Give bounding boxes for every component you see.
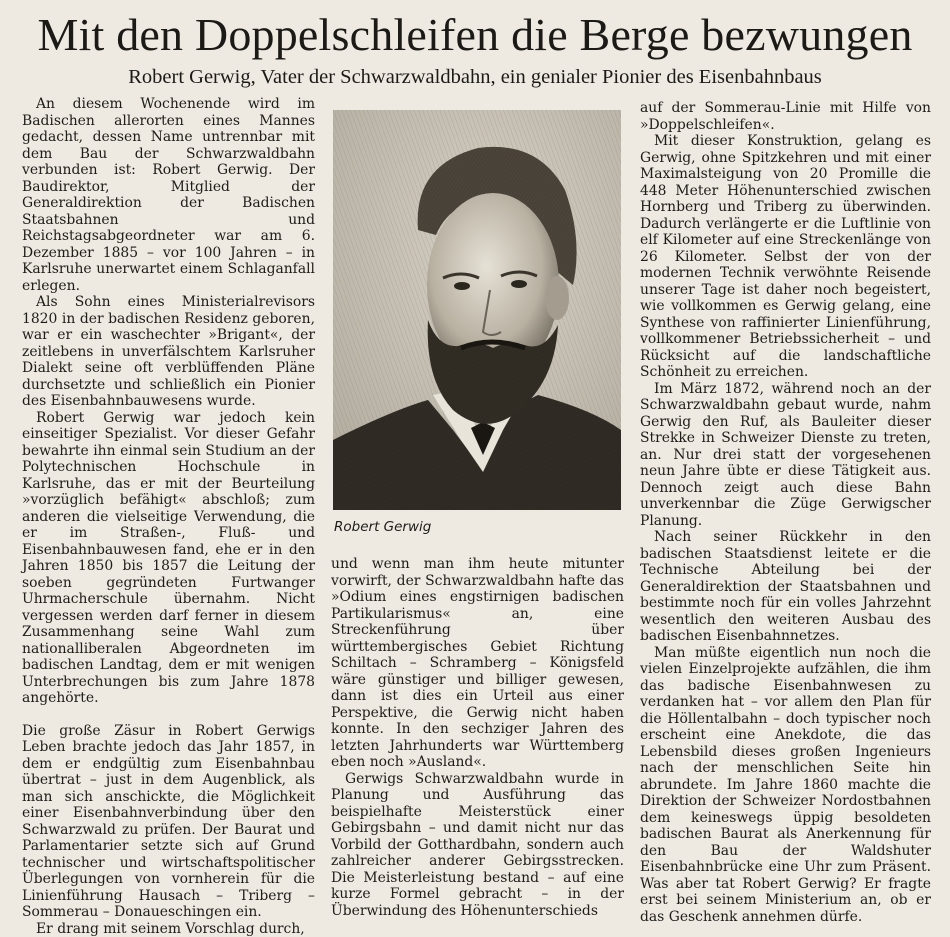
subheadline: Robert Gerwig, Vater der Schwarzwaldbahn, ein genialer Pionier des Eisenbahnbaus bbox=[0, 64, 950, 90]
headline: Mit den Doppelschleifen die Berge bezwungen bbox=[0, 10, 950, 60]
article-column-1 bbox=[22, 96, 315, 937]
paragraph: auf der Sommerau-Linie mit Hilfe von »Doppelschleifen«. bbox=[640, 100, 931, 133]
paragraph: An diesem Wochenende wird im Badischen allerorten eines Mannes gedacht, dessen Name untrennbar mit dem Bau der Schwarzwaldbahn verbunden ist: Robert Gerwig. Der Baudirektor, Mitglied der Generaldirektion der Badischen Staatsbahnen und Reichstagsabgeordneter war am 6. Dezember 1885 – vor 100 Jahren – in Karlsruhe unerwartet einem Schlaganfall erlegen. bbox=[22, 96, 315, 294]
paragraph: Man müßte eigentlich nun noch die vielen Einzelprojekte aufzählen, die ihm das badische Eisenbahnwesen zu verdanken hat – vor allem den Plan für die Höllentalbahn – doch typischer noch erscheint eine Anekdote, die das Lebensbild dieses großen Ingenieurs nach der menschlichen Seite hin abrundete. Im Jahre 1860 machte die Direktion der Schweizer Nordostbahnen dem keineswegs üppig besoldeten badischen Baurat als Anerkennung für den Bau der Waldshuter Eisenbahnbrücke eine Uhr zum Präsent. Was aber tat Robert Gerwig? Er fragte erst bei seinem Ministerium an, ob er das Geschenk annehmen dürfe. bbox=[640, 645, 931, 926]
paragraph: und wenn man ihm heute mitunter vorwirft, der Schwarzwaldbahn hafte das »Odium eines engstirnigen badischen Partikularismus« an, eine Streckenführung über württembergisches Gebiet Richtung Schiltach – Schramberg – Königsfeld wäre günstiger und billiger gewesen, dann ist dies ein Urteil aus einer Perspektive, die Gerwig nicht haben konnte. In den sechziger Jahren des letzten Jahrhunderts war Württemberg eben noch »Ausland«. bbox=[331, 556, 624, 771]
portrait-photo bbox=[333, 110, 621, 510]
paragraph: Nach seiner Rückkehr in den badischen Staatsdienst leitete er die Technische Abteilung bei der Generaldirektion der Staatsbahnen und bestimmte noch für ein volles Jahrzehnt wesentlich den weiteren Ausbau des badischen Eisenbahnnetzes. bbox=[640, 529, 931, 645]
paragraph: Gerwigs Schwarzwaldbahn wurde in Planung und Ausführung das beispielhafte Meisterstück einer Gebirgsbahn – und damit nicht nur das Vorbild der Gotthardbahn, sondern auch zahlreicher anderer Gebirgsstrecken. Die Meisterleistung bestand – auf eine kurze Formel gebracht – in der Überwindung des Höhenunterschieds bbox=[331, 771, 624, 920]
photo-caption: Robert Gerwig bbox=[334, 518, 622, 536]
article-column-2 bbox=[331, 556, 624, 919]
paragraph: Er drang mit seinem Vorschlag durch, bbox=[22, 921, 315, 937]
paragraph: Im März 1872, während noch an der Schwarzwaldbahn gebaut wurde, nahm Gerwig den Ruf, als Bauleiter dieser Strekke in Schweizer Dienste zu treten, an. Nur drei statt der vorgesehenen neun Jahre übte er diese Tätigkeit aus. Dennoch zeigt auch diese Bahn unverkennbar die Züge Gerwigscher Planung. bbox=[640, 381, 931, 530]
paragraph: Mit dieser Konstruktion, gelang es Gerwig, ohne Spitzkehren und mit einer Maximalsteigung von 20 Promille die 448 Meter Höhenunterschied zwischen Hornberg und Triberg zu überwinden. Dadurch verlängerte er die Luftlinie von elf Kilometer auf eine Streckenlänge von 26 Kilometer. Selbst der von der modernen Technik verwöhnte Reisende unserer Tage ist daher noch begeistert, wie vollkommen es Gerwig gelang, eine Synthese von raffinierter Linienführung, vollkommener Betriebssicherheit – und Rücksicht auf die landschaftliche Schönheit zu erreichen. bbox=[640, 133, 931, 381]
portrait-engraving-icon bbox=[333, 110, 621, 510]
paragraph: Die große Zäsur in Robert Gerwigs Leben brachte jedoch das Jahr 1857, in dem er endgültig zum Eisenbahnbau übertrat – just in dem Augenblick, als man sich anschickte, die Möglichkeit einer Eisenbahnverbindung über den Schwarzwald zu prüfen. Der Baurat und Parlamentarier setzte sich auf Grund technischer und wirtschaftspolitischer Überlegungen von vornherein für die Linienführung Hausach – Triberg – Sommerau – Donaueschingen ein. bbox=[22, 723, 315, 921]
paragraph: Als Sohn eines Ministerialrevisors 1820 in der badischen Residenz geboren, war er ein waschechter »Brigant«, der zeitlebens in unverfälschtem Karlsruher Dialekt seine oft verblüffenden Pläne durchsetzte und schließlich ein Pionier des Eisenbahnbauwesens wurde. bbox=[22, 294, 315, 410]
article-column-3 bbox=[640, 100, 931, 925]
paragraph: Robert Gerwig war jedoch kein einseitiger Spezialist. Vor dieser Gefahr bewahrte ihn einmal sein Studium an der Polytechnischen Hochschule in Karlsruhe, das er mit der Beurteilung »vorzüglich befähigt« abschloß; zum anderen die vielseitige Verwendung, die er im Straßen-, Fluß- und Eisenbahnbauwesen fand, ehe er in den Jahren 1850 bis 1857 die Leitung der soeben gegründeten Furtwanger Uhrmacherschule übernahm. Nicht vergessen werden darf ferner in diesem Zusammenhang seine Wahl zum nationalliberalen Abgeordneten im badischen Landtag, dem er mit wenigen Unterbrechungen bis zum Jahre 1878 angehörte. bbox=[22, 410, 315, 707]
